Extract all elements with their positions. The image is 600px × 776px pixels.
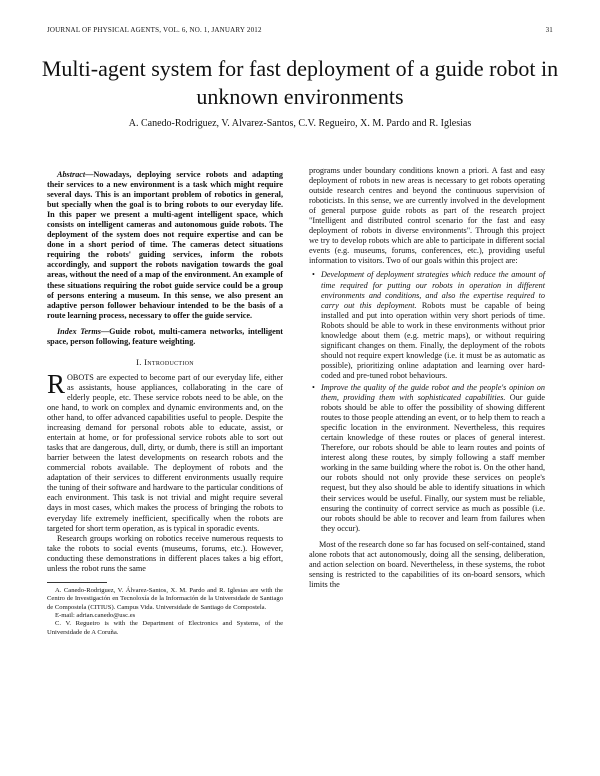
footnote-divider (47, 582, 107, 583)
goal-1-text: Robots must be capable of being installed and put into operation within very short periods of time. Robots should be able to work in these environments without prior knowledge about them (e.g. metric maps), or without requiring significant changes on them. Finally, the deployment of the robots should not require expert knowledge (i.e. it must be as automatic as possible), prioritizing online adaptation and learning over hard-coded and pre-tuned robot behaviours. (321, 300, 545, 380)
abstract-label: Abstract (57, 170, 86, 179)
page-number: 31 (545, 26, 553, 34)
intro-paragraph-1 (47, 368, 283, 534)
running-header (47, 26, 553, 34)
goal-2-heading: Improve the quality of the guide robot and the people's opinion on them, providing them with sophisticated capabilities. (321, 382, 545, 403)
paper-authors: A. Canedo-Rodriguez, V. Alvarez-Santos, C.V. Regueiro, X. M. Pardo and R. Iglesias (128, 118, 472, 129)
goals-list (309, 270, 545, 533)
goal-1-heading: Development of deployment strategies which reduce the amount of time required for putting our robots in operation in different environments and conditions, and also the expertise required to carry out this deployment. (321, 270, 545, 310)
right-paragraph-1: programs under boundary conditions known a priori. A fast and easy deployment of robots in new areas is necessary to get robots operating outside research centres and beyond the continuous supervision of roboticists. In this sense, we are currently involved in the development of general purpose guide robots as part of the research project "Intelligent and distributed control scenario for the fast and easy deployment of robots in diverse environments". Through this project we try to develop robots which are able to participate in different social events (e.g. museums, forums, conferences, etc.), providing useful information to visitors. Two of our goals within this project are: (309, 166, 545, 266)
list-item (321, 270, 545, 381)
index-terms (47, 327, 283, 347)
journal-name: JOURNAL OF PHYSICAL AGENTS, VOL. 6, NO. 1, JANUARY 2012 (47, 26, 262, 34)
list-item (321, 383, 545, 534)
abstract (47, 170, 283, 321)
right-column (309, 166, 545, 590)
abstract-text: —Nowadays, deploying service robots and adapting their services to a new environment is a task which might require several days. This is an important problem of robotics in general, but specially when the goal is to bring robots to our everyday life. In this paper we present a multi-agent intelligent space, which consists on intelligent cameras and autonomous guide robots. The deployment of the system does not require expertise and can be done in a short period of time. The cameras detect situations requiring the robots' guiding services, inform the robots accordingly, and support the robots navigation towards the goal areas, without the need of a map of the environment. An example of these situations requiring the robot guide service could be a group of persons entering a museum. In this sense, we also present an adaptive person follower behaviour intended to be the basis of a route learning process, necessary to offer the guide service. (47, 170, 283, 320)
intro-text-1: are expected to become part of our everyday life, either as assistants, house appliances, collaborating in the care of elderly people, etc. These service robots need to be able, on the one hand, to work on complex and dynamic environments and, on the other hand, to offer advanced capabilities useful to people. Despite the increasing demand for personal robots able to educate, assist, or entertain at home, or for professional service robots able to sort out tasks that are dangerous, dull, dirty, or dumb, there is still an important barrier between the latest developments on research robots and the commercial robots available. The deployment of robots and the adaptation of their services to different environments usually require the tuning of their software and hardware to the particular conditions of each environment. This task is not trivial and might require several days in most cases, which makes the process of bringing the robots to everyday life extremely inefficient, specifically when the robots are targeted for short term operation, as is typical in sporadic events. (47, 372, 283, 533)
goal-2-text: Our guide robots should be able to offer the possibility of showing different routes to those people attending an event, or to help them to reach a specific location in the environment. Nevertheless, this requires certain knowledge of these routes or places of general interest. Therefore, our robots should be able to learn routes and points of interest along these routes, by simply following a staff member working in the same building where the robot is. On the other hand, our robots should not only provide these services on people's request, but they also should be able to identify situations in which their services would be useful. Finally, our system must be reliable, ensuring the continuity of correct service as much as possible (i.e. our robots should be able to recover and learn from failures when they occur). (321, 393, 545, 533)
paper-title: Multi-agent system for fast deployment of a guide robot in unknown environments (41, 56, 559, 109)
right-paragraph-2: Most of the research done so far has focused on self-contained, stand alone robots that act autonomously, doing all the sensing, deliberation, and action selection on board. Nevertheless, in these systems, the robot sensing is restricted to the capabilities of its on-board sensors, which limits the (309, 539, 545, 589)
section-heading-introduction: I. Introduction (136, 356, 194, 367)
footnote-email: E-mail: adrian.canedo@usc.es (55, 612, 136, 619)
index-terms-label: Index Terms (57, 326, 101, 336)
drop-cap: R (47, 368, 66, 399)
left-column (47, 170, 283, 637)
footnote-affiliation-1: A. Canedo-Rodriguez, V. Álvarez-Santos, X. M. Pardo and R. Iglesias are with the Centro de Investigación en Tecnoloxía de la Información de la Universidade de Santiago de Compostela (CITIUS). Campus Vida. Universidade de Santiago de Compostela. (47, 586, 283, 611)
intro-lead-word: OBOTS (67, 372, 94, 382)
intro-paragraph-2: Research groups working on robotics receive numerous requests to take the robots to social events (museums, forums, etc.). However, conducting these demonstrations in different places takes a big effort, unless the robot runs the same (47, 533, 283, 573)
footnote-affiliation-2: C. V. Regueiro is with the Department of Electronics and Systems, of the Universidade de A Coruña. (47, 620, 283, 636)
index-terms-text: —Guide robot, multi-camera networks, intelligent space, person following, feature weighting. (47, 326, 283, 346)
